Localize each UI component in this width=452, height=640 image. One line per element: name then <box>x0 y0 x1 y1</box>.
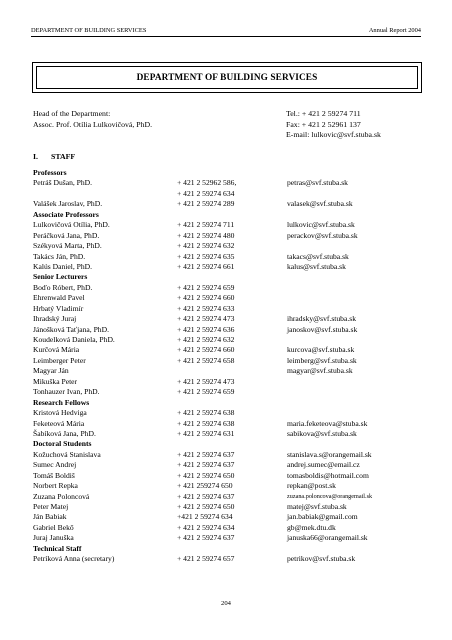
staff-name: Ehrenwald Pavel <box>33 293 85 303</box>
title-box <box>32 62 422 93</box>
head-fax: Fax: + 421 2 52961 137 <box>286 119 361 129</box>
staff-row <box>33 471 428 481</box>
staff-row <box>33 283 428 293</box>
staff-phone: + 421 2 59274 473 <box>177 376 235 386</box>
staff-row <box>33 523 428 533</box>
staff-name: Koudelková Daniela, PhD. <box>33 335 115 344</box>
staff-name: Peter Matej <box>33 502 69 511</box>
staff-name: Leimberger Peter <box>33 355 86 365</box>
staff-row <box>33 241 428 251</box>
staff-name: Sumec Andrej <box>33 460 77 470</box>
staff-phone: + 421 2 59274 659 <box>177 387 235 397</box>
staff-row <box>33 419 428 429</box>
staff-phone: + 421 2 59274 632 <box>177 241 235 251</box>
running-header-left: DEPARTMENT OF BUILDING SERVICES <box>31 27 147 34</box>
head-contact <box>286 109 381 141</box>
staff-name: Jánošková Taťjana, PhD. <box>33 324 109 334</box>
staff-name: Ján Babiak <box>33 512 67 522</box>
staff-phone: + 421 2 59274 660 <box>177 293 235 303</box>
staff-row <box>33 220 428 230</box>
category-label: Professors <box>33 168 67 177</box>
staff-name: Mikuška Peter <box>33 376 78 386</box>
staff-row <box>33 387 428 397</box>
staff-phone: + 421 2 59274 631 <box>177 428 235 438</box>
page-number: 204 <box>221 600 231 607</box>
staff-row <box>33 366 428 376</box>
head-email: E-mail: lulkovic@svf.stuba.sk <box>286 130 381 140</box>
staff-email: valasek@svf.stuba.sk <box>287 199 353 209</box>
staff-name: Zuzana Poloncová <box>33 491 90 501</box>
staff-name: Székyová Marta, PhD. <box>33 241 102 251</box>
staff-category-heading <box>33 168 428 178</box>
staff-phone: + 421 2 59274 660 <box>177 345 235 355</box>
staff-row <box>33 533 428 543</box>
staff-phone: + 421 2 59274 659 <box>177 282 235 292</box>
staff-phone: + 421 2 59274 638 <box>177 408 235 418</box>
staff-email: matej@svf.stuba.sk <box>287 502 347 511</box>
staff-email: kalus@svf.stuba.sk <box>287 261 346 271</box>
staff-phone: + 421 2 59274 650 <box>177 470 235 480</box>
staff-phone: + 421 2 59274 637 <box>177 460 235 470</box>
staff-name: Magyar Ján <box>33 366 69 376</box>
staff-phone: + 421 2 59274 658 <box>177 355 235 365</box>
staff-name: Petráš Dušan, PhD. <box>33 178 93 188</box>
staff-phone: + 421 2 59274 636 <box>177 324 235 334</box>
staff-phone: +421 2 59274 634 <box>177 512 233 522</box>
staff-row <box>33 460 428 470</box>
staff-name: Šabíková Jana, PhD. <box>33 428 96 438</box>
staff-name: Kurčová Mária <box>33 345 80 355</box>
staff-name: Juraj Januška <box>33 533 74 543</box>
staff-phone: + 421 2 59274 638 <box>177 418 235 428</box>
staff-name: Tomáš Boldiš <box>33 470 75 480</box>
staff-row <box>33 304 428 314</box>
staff-name: Ihradský Juraj <box>33 314 77 324</box>
category-label: Technical Staff <box>33 543 82 553</box>
head-of-department <box>33 109 152 130</box>
staff-email: tomasboldis@hotmail.com <box>287 470 369 480</box>
staff-email: leimberg@svf.stuba.sk <box>287 355 357 365</box>
running-header-right: Annual Report 2004 <box>368 27 421 34</box>
running-header <box>31 27 421 37</box>
staff-email: ihradsky@svf.stuba.sk <box>287 314 357 324</box>
staff-row <box>33 502 428 512</box>
staff-phone: + 421 2 59274 634 <box>177 522 235 532</box>
staff-name: Tonhauzer Ivan, PhD. <box>33 387 100 397</box>
page-title: DEPARTMENT OF BUILDING SERVICES <box>36 66 418 89</box>
staff-row <box>33 356 428 366</box>
staff-phone: + 421 2 59274 711 <box>177 220 235 230</box>
staff-row <box>33 189 428 199</box>
staff-phone: + 421 2 59274 633 <box>177 303 235 313</box>
staff-phone: + 421 2 59274 473 <box>177 314 235 324</box>
staff-phone: + 421 2 59274 657 <box>177 554 235 564</box>
staff-email: takacs@svf.stuba.sk <box>287 251 349 261</box>
staff-row <box>33 377 428 387</box>
section-heading <box>33 152 75 161</box>
head-tel: Tel.: + 421 2 59274 711 <box>286 109 361 118</box>
staff-phone: + 421 259274 650 <box>177 481 233 491</box>
staff-phone: + 421 2 59274 289 <box>177 199 235 209</box>
staff-phone: + 421 2 59274 637 <box>177 491 235 501</box>
staff-row <box>33 554 428 564</box>
staff-name: Boďo Róbert, PhD. <box>33 282 93 292</box>
staff-row <box>33 178 428 188</box>
head-name: Assoc. Prof. Otília Lulkovičová, PhD. <box>33 119 153 129</box>
staff-row <box>33 231 428 241</box>
staff-email: lulkovic@svf.stuba.sk <box>287 220 355 230</box>
staff-email: sabikova@svf.stuba.sk <box>287 428 357 438</box>
staff-name: Kožuchová Stanislava <box>33 449 101 459</box>
category-label: Senior Lecturers <box>33 272 88 282</box>
section-number: I. <box>33 152 38 161</box>
staff-email: stanislava.s@orangemail.sk <box>287 449 372 459</box>
staff-email: petrikov@svf.stuba.sk <box>287 554 356 564</box>
staff-row <box>33 252 428 262</box>
staff-row <box>33 450 428 460</box>
staff-row <box>33 429 428 439</box>
staff-email: petras@svf.stuba.sk <box>287 178 348 188</box>
staff-email: repkan@post.sk <box>287 481 336 491</box>
category-label: Research Fellows <box>33 397 90 407</box>
staff-phone: + 421 2 59274 637 <box>177 449 235 459</box>
staff-name: Takács Ján, PhD. <box>33 251 86 261</box>
staff-name: Peráčková Jana, PhD. <box>33 230 100 240</box>
staff-name: Feketeová Mária <box>33 418 85 428</box>
staff-phone: + 421 2 59274 650 <box>177 502 235 511</box>
staff-email: januska66@orangemail.sk <box>287 533 368 543</box>
staff-name: Norbert Repka <box>33 481 78 491</box>
staff-row <box>33 325 428 335</box>
staff-category-heading <box>33 272 428 282</box>
staff-list <box>33 168 428 565</box>
staff-row <box>33 481 428 491</box>
staff-phone: + 421 2 59274 635 <box>177 251 235 261</box>
category-label: Associate Professors <box>33 209 99 219</box>
staff-email: magyar@svf.stuba.sk <box>287 366 353 376</box>
head-label: Head of the Department: <box>33 109 111 118</box>
staff-email: jan.babiak@gmail.com <box>287 512 358 522</box>
staff-name: Petríková Anna (secretary) <box>33 554 115 564</box>
staff-email: perackov@svf.stuba.sk <box>287 230 358 240</box>
staff-phone: + 421 2 52962 586, <box>177 178 237 188</box>
staff-email: gb@mek.dtu.dk <box>287 522 336 532</box>
staff-phone: + 421 2 59274 632 <box>177 335 235 344</box>
staff-category-heading <box>33 210 428 220</box>
staff-category-heading <box>33 439 428 449</box>
staff-phone: + 421 2 59274 661 <box>177 261 235 271</box>
staff-email: maria.feketeova@stuba.sk <box>287 418 368 428</box>
staff-row <box>33 335 428 345</box>
staff-name: Gabriel Bekő <box>33 522 74 532</box>
staff-row <box>33 345 428 355</box>
staff-row <box>33 199 428 209</box>
staff-phone: + 421 2 59274 480 <box>177 230 235 240</box>
staff-category-heading <box>33 398 428 408</box>
staff-category-heading <box>33 544 428 554</box>
staff-row <box>33 262 428 272</box>
staff-email: janoskov@svf.stuba.sk <box>287 324 358 334</box>
staff-row <box>33 293 428 303</box>
staff-row <box>33 492 428 502</box>
staff-row <box>33 512 428 522</box>
staff-name: Lulkovičová Otília, PhD. <box>33 220 110 230</box>
category-label: Doctoral Students <box>33 439 92 449</box>
staff-email: kurcova@svf.stuba.sk <box>287 345 355 355</box>
staff-name: Kalús Daniel, PhD. <box>33 261 93 271</box>
staff-phone: + 421 2 59274 637 <box>177 533 235 543</box>
staff-name: Hrbatý Vladimír <box>33 303 84 313</box>
staff-row <box>33 314 428 324</box>
staff-email: andrej.sumec@email.cz <box>287 460 360 470</box>
staff-name: Valášek Jaroslav, PhD. <box>33 199 103 209</box>
staff-name: Kristová Hedviga <box>33 408 87 418</box>
staff-row <box>33 408 428 418</box>
staff-phone: + 421 2 59274 634 <box>177 188 235 198</box>
section-title: STAFF <box>50 152 76 161</box>
staff-email: zuzana.poloncova@orangemail.sk <box>287 492 373 500</box>
